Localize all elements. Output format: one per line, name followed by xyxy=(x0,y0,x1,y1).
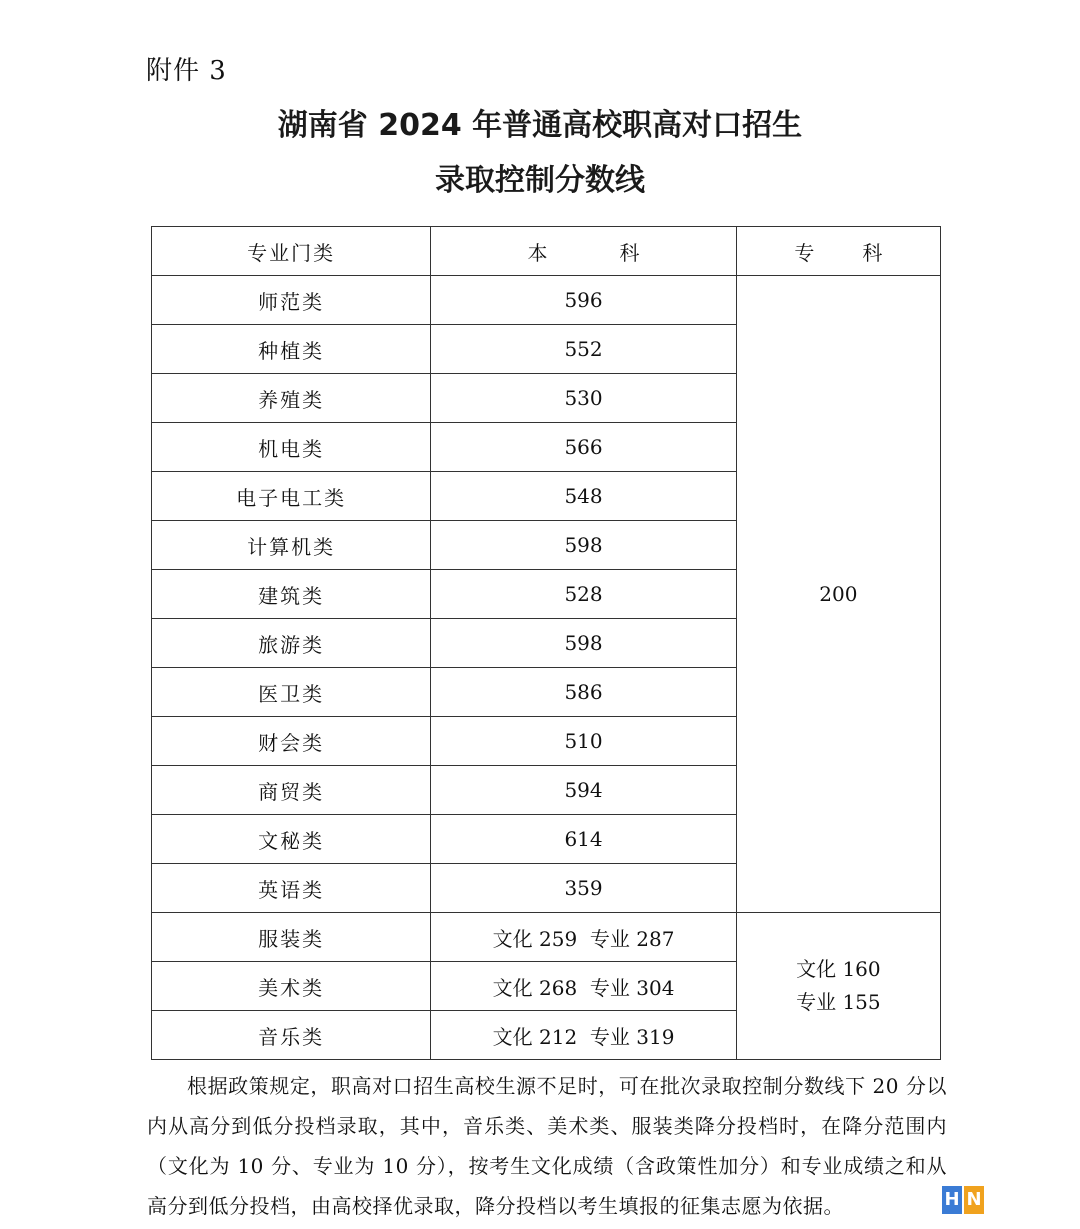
category-cell: 旅游类 xyxy=(152,619,431,668)
undergrad-score-cell: 566 xyxy=(431,423,736,472)
junior-score-cell: 200 xyxy=(736,276,940,913)
category-cell: 文秘类 xyxy=(152,815,431,864)
undergrad-score-cell: 文化 259 专业 287 xyxy=(431,913,736,962)
undergrad-score-cell: 530 xyxy=(431,374,736,423)
category-cell: 商贸类 xyxy=(152,766,431,815)
category-cell: 英语类 xyxy=(152,864,431,913)
undergrad-score-cell: 552 xyxy=(431,325,736,374)
header-junior: 专 科 xyxy=(736,227,940,276)
table-header-row xyxy=(152,227,941,276)
undergrad-score-cell: 598 xyxy=(431,619,736,668)
junior-art-score-cell xyxy=(736,913,940,1060)
category-cell: 美术类 xyxy=(152,962,431,1011)
category-cell: 养殖类 xyxy=(152,374,431,423)
header-category: 专业门类 xyxy=(152,227,431,276)
undergrad-score-cell: 548 xyxy=(431,472,736,521)
page-title: 湖南省 2024 年普通高校职高对口招生 xyxy=(277,108,803,143)
undergrad-score-cell: 596 xyxy=(431,276,736,325)
category-cell: 财会类 xyxy=(152,717,431,766)
logo-letter-h: H xyxy=(942,1186,962,1214)
undergrad-score-cell: 594 xyxy=(431,766,736,815)
policy-note: 根据政策规定，职高对口招生高校生源不足时，可在批次录取控制分数线下 20 分以内从高分到低分投档录取，其中，音乐类、美术类、服装类降分投档时，在降分范围内（文化为 10 分、专业为 10 分），按考生文化成绩（含政策性加分）和专业成绩之和从高分到低分投档，由高校择优录取，降分投档以考生填报的征集志愿为依据。 xyxy=(147,1074,947,1218)
undergrad-score-cell: 文化 268 专业 304 xyxy=(431,962,736,1011)
header-undergrad: 本 科 xyxy=(431,227,736,276)
category-cell: 师范类 xyxy=(152,276,431,325)
undergrad-score-cell: 528 xyxy=(431,570,736,619)
undergrad-score-cell: 586 xyxy=(431,668,736,717)
category-cell: 种植类 xyxy=(152,325,431,374)
attachment-label: 附件 3 xyxy=(146,56,227,86)
junior-art-culture: 文化 160 xyxy=(796,957,881,981)
category-cell: 机电类 xyxy=(152,423,431,472)
category-cell: 服装类 xyxy=(152,913,431,962)
undergrad-score-cell: 359 xyxy=(431,864,736,913)
junior-art-major: 专业 155 xyxy=(796,990,881,1014)
hn-logo xyxy=(942,1186,986,1220)
undergrad-score-cell: 614 xyxy=(431,815,736,864)
undergrad-score-cell: 文化 212 专业 319 xyxy=(431,1011,736,1060)
table-row xyxy=(152,913,941,962)
logo-letter-n: N xyxy=(964,1186,984,1214)
category-cell: 建筑类 xyxy=(152,570,431,619)
undergrad-score-cell: 598 xyxy=(431,521,736,570)
table-row xyxy=(152,276,941,325)
category-cell: 计算机类 xyxy=(152,521,431,570)
category-cell: 电子电工类 xyxy=(152,472,431,521)
undergrad-score-cell: 510 xyxy=(431,717,736,766)
category-cell: 音乐类 xyxy=(152,1011,431,1060)
page-subtitle: 录取控制分数线 xyxy=(435,163,645,198)
category-cell: 医卫类 xyxy=(152,668,431,717)
score-table xyxy=(151,226,941,1060)
